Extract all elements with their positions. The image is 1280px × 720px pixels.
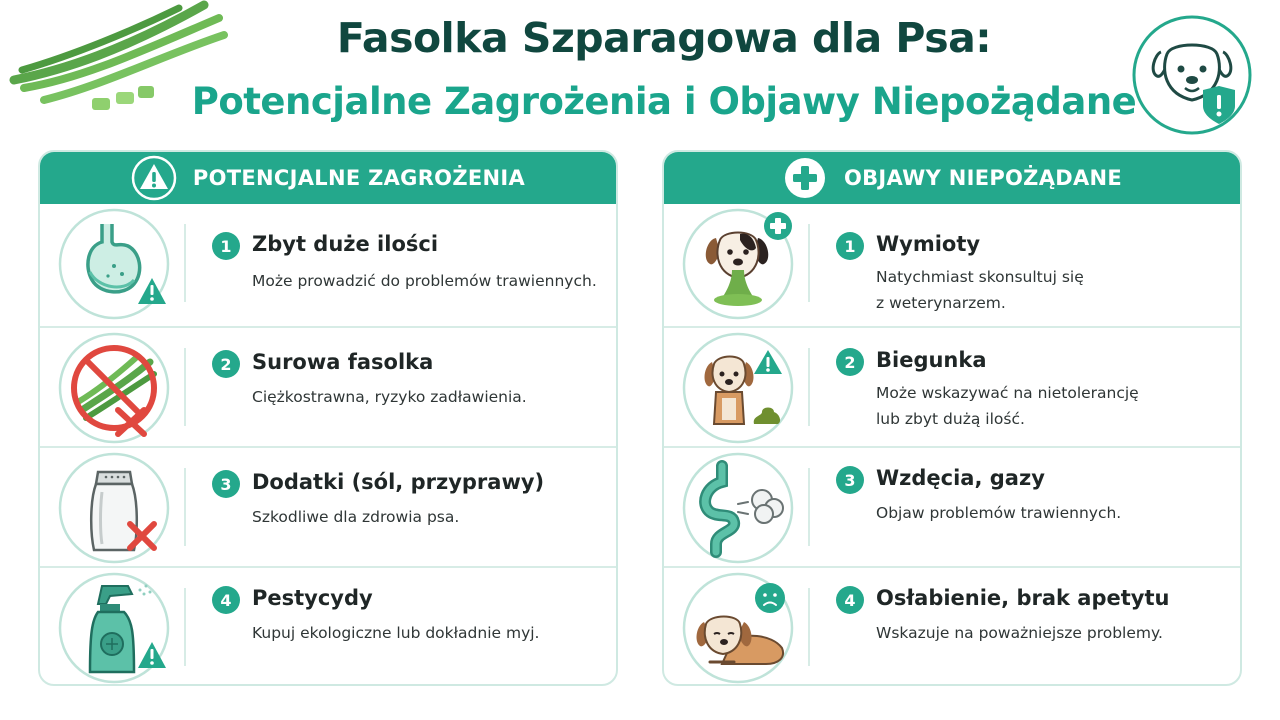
vomiting-dog-icon <box>682 208 794 320</box>
row-divider <box>184 588 186 666</box>
list-item <box>40 448 616 566</box>
row-divider <box>184 224 186 302</box>
risks-panel-title: POTENCJALNE ZAGROŻENIA <box>192 166 526 190</box>
item-number: 2 <box>836 348 864 376</box>
item-number: 3 <box>836 466 864 494</box>
page-title: Fasolka Szparagowa dla Psa: <box>336 14 992 62</box>
diarrhea-dog-icon <box>682 332 794 444</box>
item-description-line: Może wskazywać na nietolerancję <box>876 384 1139 402</box>
risks-panel-header <box>40 152 616 204</box>
page-subtitle: Potencjalne Zagrożenia i Objawy Niepożądane <box>191 80 1137 123</box>
item-number: 4 <box>212 586 240 614</box>
item-description-line: Natychmiast skonsultuj się <box>876 268 1084 286</box>
item-number: 4 <box>836 586 864 614</box>
row-divider <box>808 348 810 426</box>
row-divider <box>184 468 186 546</box>
item-title: Pestycydy <box>252 586 373 610</box>
item-title: Dodatki (sól, przyprawy) <box>252 470 545 494</box>
item-description-line: lub zbyt dużą ilość. <box>876 410 1025 428</box>
item-description: Objaw problemów trawiennych. <box>876 504 1122 522</box>
potential-risks-panel <box>38 150 618 686</box>
item-description: Wskazuje na poważniejsze problemy. <box>876 624 1163 642</box>
item-title: Zbyt duże ilości <box>252 232 439 256</box>
row-divider <box>808 224 810 302</box>
item-title: Wzdęcia, gazy <box>876 466 1045 490</box>
list-item <box>40 568 616 686</box>
bloating-intestine-icon <box>682 452 794 564</box>
item-description: Kupuj ekologiczne lub dokładnie myj. <box>252 624 540 642</box>
item-title: Osłabienie, brak apetytu <box>876 586 1170 610</box>
item-title: Surowa fasolka <box>252 350 434 374</box>
weak-dog-icon <box>682 572 794 684</box>
adverse-symptoms-panel <box>662 150 1242 686</box>
item-description <box>876 264 1226 316</box>
list-item <box>664 328 1240 446</box>
item-description: Może prowadzić do problemów trawiennych. <box>252 272 597 290</box>
item-title: Wymioty <box>876 232 981 256</box>
item-description: Szkodliwe dla zdrowia psa. <box>252 508 460 526</box>
row-divider <box>808 468 810 546</box>
medical-cross-icon <box>782 155 828 201</box>
salt-shaker-icon <box>58 452 170 564</box>
list-item <box>664 204 1240 322</box>
item-number: 1 <box>212 232 240 260</box>
row-divider <box>808 588 810 666</box>
no-raw-beans-icon <box>58 332 170 444</box>
item-description <box>876 380 1226 432</box>
stomach-warning-icon <box>58 208 170 320</box>
list-item <box>664 568 1240 686</box>
warning-icon <box>131 155 177 201</box>
item-title: Biegunka <box>876 348 987 372</box>
item-number: 1 <box>836 232 864 260</box>
symptoms-panel-title: OBJAWY NIEPOŻĄDANE <box>843 166 1123 190</box>
item-number: 2 <box>212 350 240 378</box>
pesticide-spray-icon <box>58 572 170 684</box>
item-description-line: z weterynarzem. <box>876 294 1006 312</box>
list-item <box>40 204 616 322</box>
list-item <box>40 328 616 446</box>
dog-shield-badge-icon <box>1131 14 1253 136</box>
item-number: 3 <box>212 470 240 498</box>
item-description: Ciężkostrawna, ryzyko zadławienia. <box>252 388 527 406</box>
row-divider <box>184 348 186 426</box>
list-item <box>664 448 1240 566</box>
symptoms-panel-header <box>664 152 1240 204</box>
